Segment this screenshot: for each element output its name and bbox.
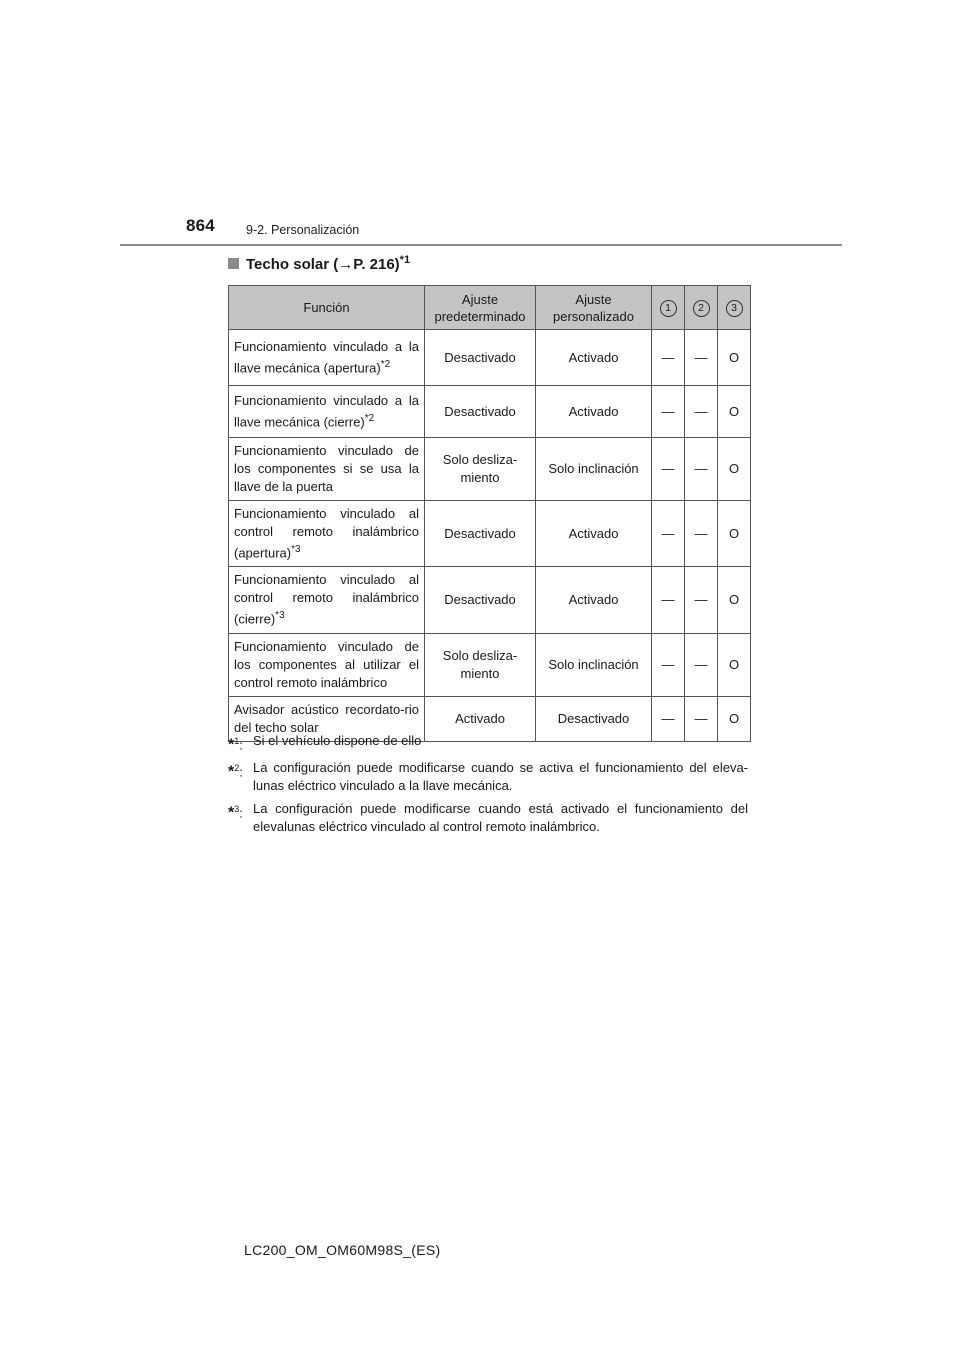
table-header-row: [229, 286, 751, 330]
default-cell: Desactivado: [425, 330, 536, 386]
default-cell: Desactivado: [425, 501, 536, 567]
header-col-2: [685, 286, 718, 330]
subheading-footnote-ref: *1: [399, 254, 411, 266]
footnote-text: La configuración puede modificarse cuando está activado el funcionamiento del elevalunas eléctrico vinculado al control remoto inalámbrico.: [253, 801, 748, 835]
table-row: [229, 501, 751, 567]
footnote-3: [228, 800, 748, 836]
default-cell: Desactivado: [425, 386, 536, 438]
col3-cell: O: [718, 386, 751, 438]
function-cell: [229, 330, 425, 386]
footnote-ref: *2: [380, 358, 391, 370]
header-default-setting: Ajuste predeterminado: [425, 286, 536, 330]
footnote-ref: *3: [291, 544, 301, 555]
col1-cell: —: [652, 567, 685, 633]
function-cell: [229, 438, 425, 501]
header-divider: [120, 244, 842, 246]
col1-cell: —: [652, 330, 685, 386]
col3-cell: O: [718, 501, 751, 567]
footnote-text: La configuración puede modificarse cuando se activa el funcionamiento del eleva-lunas eléctrico vinculado a la llave mecánica.: [253, 760, 748, 794]
default-cell: Solo desliza-miento: [425, 633, 536, 696]
footnote-ref: *3: [275, 610, 285, 622]
custom-cell: Solo inclinación: [536, 633, 652, 696]
custom-cell: Activado: [536, 386, 652, 438]
header-function: Función: [229, 286, 425, 330]
default-cell: Desactivado: [425, 567, 536, 633]
col1-cell: —: [652, 438, 685, 501]
footnote-1: [228, 732, 748, 754]
function-text: Funcionamiento vinculado al control remoto inalámbrico (cierre): [234, 572, 419, 627]
function-cell: [229, 501, 425, 567]
document-code: LC200_OM_OM60M98S_(ES): [244, 1242, 441, 1258]
circled-number-1-icon: 1: [660, 300, 677, 317]
footnote-marker: *$^3$:: [228, 804, 243, 822]
col3-cell: O: [718, 633, 751, 696]
subheading: [228, 254, 410, 273]
square-bullet-icon: [228, 258, 239, 269]
function-text: Funcionamiento vinculado a la llave mecánica (apertura): [234, 338, 419, 376]
col2-cell: —: [685, 330, 718, 386]
col2-cell: —: [685, 633, 718, 696]
col3-cell: O: [718, 567, 751, 633]
function-cell: [229, 386, 425, 438]
custom-cell: Activado: [536, 567, 652, 633]
col2-cell: —: [685, 567, 718, 633]
col1-cell: —: [652, 633, 685, 696]
settings-table: [228, 285, 751, 742]
col1-cell: —: [652, 386, 685, 438]
col2-cell: —: [685, 438, 718, 501]
footnote-2: [228, 759, 748, 795]
footnote-text: Si el vehículo dispone de ello: [253, 733, 422, 748]
table-row: [229, 330, 751, 386]
col1-cell: —: [652, 501, 685, 567]
header-custom-setting: Ajuste personalizado: [536, 286, 652, 330]
footnote-marker: *$^2$:: [228, 763, 243, 781]
function-text: Funcionamiento vinculado al control remoto inalámbrico (apertura): [234, 506, 419, 561]
custom-cell: Activado: [536, 501, 652, 567]
custom-cell: Activado: [536, 330, 652, 386]
col2-cell: —: [685, 501, 718, 567]
function-text: Funcionamiento vinculado a la llave mecánica (cierre): [234, 392, 419, 430]
circled-number-3-icon: 3: [726, 300, 743, 317]
col2-cell: —: [685, 696, 718, 741]
function-cell: [229, 567, 425, 633]
header-col-3: [718, 286, 751, 330]
footnote-ref: *2: [364, 412, 375, 424]
function-text: Funcionamiento vinculado de los componentes al utilizar el control remoto inalámbrico: [234, 638, 419, 690]
function-text: Funcionamiento vinculado de los componentes si se usa la llave de la puerta: [234, 443, 419, 494]
function-text: Avisador acústico recordato-rio del techo solar: [234, 701, 419, 735]
col3-cell: O: [718, 330, 751, 386]
function-cell: [229, 633, 425, 696]
circled-number-2-icon: 2: [693, 300, 710, 317]
col1-cell: —: [652, 696, 685, 741]
default-cell: Activado: [425, 696, 536, 741]
custom-cell: Desactivado: [536, 696, 652, 741]
table-row: [229, 567, 751, 633]
default-cell: Solo desliza-miento: [425, 438, 536, 501]
custom-cell: Solo inclinación: [536, 438, 652, 501]
col3-cell: O: [718, 696, 751, 741]
section-title: 9-2. Personalización: [246, 223, 360, 237]
footnote-marker: *$^1$:: [228, 736, 243, 754]
col3-cell: O: [718, 438, 751, 501]
page-number: 864: [186, 216, 215, 235]
col2-cell: —: [685, 386, 718, 438]
table-row: [229, 386, 751, 438]
footnotes: [228, 732, 748, 841]
subheading-title: Techo solar (→P. 216): [246, 256, 400, 273]
table-row: [229, 438, 751, 501]
header-col-1: [652, 286, 685, 330]
table-row: [229, 633, 751, 696]
